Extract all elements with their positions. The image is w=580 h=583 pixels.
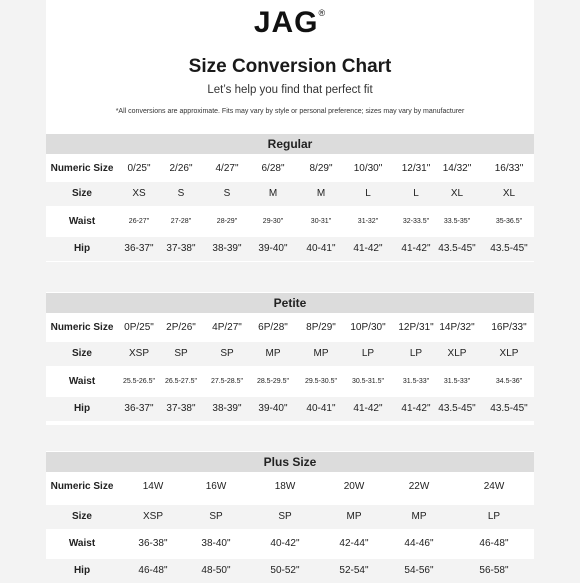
row-label: Hip <box>73 403 91 414</box>
size-cell: 29.5-30.5" <box>304 378 338 385</box>
row-label: Waist <box>68 216 96 227</box>
size-cell: 44-46" <box>404 538 434 549</box>
size-cell: 43.5-45" <box>438 403 476 414</box>
table-row <box>46 237 534 261</box>
size-cell: XL <box>502 188 516 199</box>
size-cell: M <box>268 188 278 199</box>
size-cell: 32-33.5" <box>402 218 430 225</box>
size-cell: 26-27" <box>128 218 150 225</box>
size-cell: 8/29" <box>309 163 333 174</box>
table-row <box>46 505 534 529</box>
size-cell: 0P/25" <box>124 322 154 333</box>
size-cell: 40-41" <box>306 403 336 414</box>
size-cell: 2/26" <box>169 163 193 174</box>
row-label: Hip <box>73 243 91 254</box>
size-cell: 28.5-29.5" <box>256 378 290 385</box>
table-row <box>46 182 534 206</box>
size-cell: 12P/31" <box>398 322 434 333</box>
row-label: Size <box>71 348 92 359</box>
page-subtitle: Let’s help you find that perfect fit <box>207 84 373 96</box>
size-cell: LP <box>409 348 423 359</box>
registered-mark: ® <box>318 8 327 18</box>
size-cell: 41-42" <box>401 243 431 254</box>
table-row <box>46 397 534 421</box>
section-header-regular: Regular <box>46 134 534 154</box>
size-cell: M <box>316 188 326 199</box>
size-cell: S <box>177 188 185 199</box>
size-cell: 29-30" <box>262 218 284 225</box>
size-cell: SP <box>209 511 223 522</box>
size-cell: LP <box>361 348 375 359</box>
size-cell: 37-38" <box>166 243 196 254</box>
section-spacer <box>46 262 534 292</box>
size-cell: 12/31" <box>401 163 431 174</box>
size-cell: 16W <box>205 481 227 492</box>
size-cell: 41-42" <box>353 403 383 414</box>
size-cell: L <box>413 188 419 199</box>
row-label: Size <box>71 188 92 199</box>
size-cell: 52-54" <box>339 565 369 576</box>
size-cell: 4P/27" <box>212 322 242 333</box>
size-cell: 46-48" <box>138 565 168 576</box>
size-cell: 27-28" <box>170 218 192 225</box>
size-cell: 48-50" <box>201 565 231 576</box>
size-cell: 31.5-33" <box>443 378 471 385</box>
size-cell: 38-40" <box>201 538 231 549</box>
size-cell: 31-32" <box>357 218 379 225</box>
size-cell: 30.5-31.5" <box>351 378 385 385</box>
size-cell: 56-58" <box>479 565 509 576</box>
size-cell: 28-29" <box>216 218 238 225</box>
brand-logo <box>0 6 580 40</box>
size-cell: 38-39" <box>212 403 242 414</box>
size-cell: 10/30" <box>353 163 383 174</box>
row-label: Hip <box>73 565 91 576</box>
size-cell: 22W <box>408 481 430 492</box>
table-row <box>46 316 534 340</box>
row-label: Numeric Size <box>50 163 114 174</box>
size-cell: XLP <box>447 348 467 359</box>
size-cell: 14/32" <box>442 163 472 174</box>
table-row <box>46 210 534 234</box>
size-cell: 42-44" <box>339 538 369 549</box>
size-cell: LP <box>487 511 501 522</box>
size-cell: 36-37" <box>124 243 154 254</box>
size-cell: 40-42" <box>270 538 300 549</box>
section-header-petite: Petite <box>46 293 534 313</box>
size-cell: 8P/29" <box>306 322 336 333</box>
size-cell: 0/25" <box>127 163 151 174</box>
page-title: Size Conversion Chart <box>188 56 392 77</box>
size-cell: 41-42" <box>401 403 431 414</box>
size-cell: 26.5-27.5" <box>164 378 198 385</box>
size-cell: XL <box>450 188 464 199</box>
size-cell: 35-36.5" <box>495 218 523 225</box>
size-cell: MP <box>411 511 427 522</box>
size-cell: SP <box>220 348 234 359</box>
size-cell: SP <box>278 511 292 522</box>
size-cell: 31.5-33" <box>402 378 430 385</box>
size-cell: 54-56" <box>404 565 434 576</box>
size-cell: XSP <box>128 348 149 359</box>
size-cell: MP <box>346 511 362 522</box>
size-cell: 14P/32" <box>439 322 475 333</box>
size-cell: 36-37" <box>124 403 154 414</box>
size-cell: 34.5-36" <box>495 378 523 385</box>
size-cell: 43.5-45" <box>490 243 528 254</box>
size-cell: 50-52" <box>270 565 300 576</box>
size-cell: 20W <box>343 481 365 492</box>
size-cell: 6/28" <box>261 163 285 174</box>
size-cell: 24W <box>483 481 505 492</box>
size-cell: 6P/28" <box>258 322 288 333</box>
table-row <box>46 157 534 181</box>
size-cell: 16/33" <box>494 163 524 174</box>
size-cell: XSP <box>142 511 163 522</box>
size-cell: 2P/26" <box>166 322 196 333</box>
size-cell: 39-40" <box>258 243 288 254</box>
table-row <box>46 532 534 556</box>
size-cell: 39-40" <box>258 403 288 414</box>
size-cell: XS <box>132 188 146 199</box>
size-cell: S <box>223 188 231 199</box>
row-label: Waist <box>68 538 96 549</box>
row-label: Waist <box>68 376 96 387</box>
size-cell: L <box>365 188 371 199</box>
size-cell: 4/27" <box>215 163 239 174</box>
table-row <box>46 370 534 394</box>
size-cell: 43.5-45" <box>438 243 476 254</box>
row-label: Numeric Size <box>50 322 114 333</box>
size-cell: MP <box>265 348 281 359</box>
row-label: Size <box>71 511 92 522</box>
section-spacer <box>46 425 534 451</box>
table-row <box>46 475 534 499</box>
table-row <box>46 559 534 583</box>
size-cell: 46-48" <box>479 538 509 549</box>
size-cell: XLP <box>499 348 519 359</box>
size-cell: 27.5-28.5" <box>210 378 244 385</box>
size-cell: 36-38" <box>138 538 168 549</box>
size-cell: 14W <box>142 481 164 492</box>
row-label: Numeric Size <box>50 481 114 492</box>
table-row <box>46 342 534 366</box>
size-cell: 18W <box>274 481 296 492</box>
size-cell: 33.5-35" <box>443 218 471 225</box>
section-header-plus-size: Plus Size <box>46 452 534 472</box>
size-cell: 30-31" <box>310 218 332 225</box>
size-cell: 38-39" <box>212 243 242 254</box>
disclaimer-note: *All conversions are approximate. Fits may vary by style or personal preference; sizes may vary by manufacturer <box>115 108 465 115</box>
size-cell: 43.5-45" <box>490 403 528 414</box>
size-cell: 10P/30" <box>350 322 386 333</box>
size-cell: 41-42" <box>353 243 383 254</box>
size-cell: SP <box>174 348 188 359</box>
size-cell: MP <box>313 348 329 359</box>
size-cell: 25.5-26.5" <box>122 378 156 385</box>
size-cell: 40-41" <box>306 243 336 254</box>
size-cell: 37-38" <box>166 403 196 414</box>
brand-name: JAG <box>253 6 319 39</box>
size-cell: 16P/33" <box>491 322 527 333</box>
